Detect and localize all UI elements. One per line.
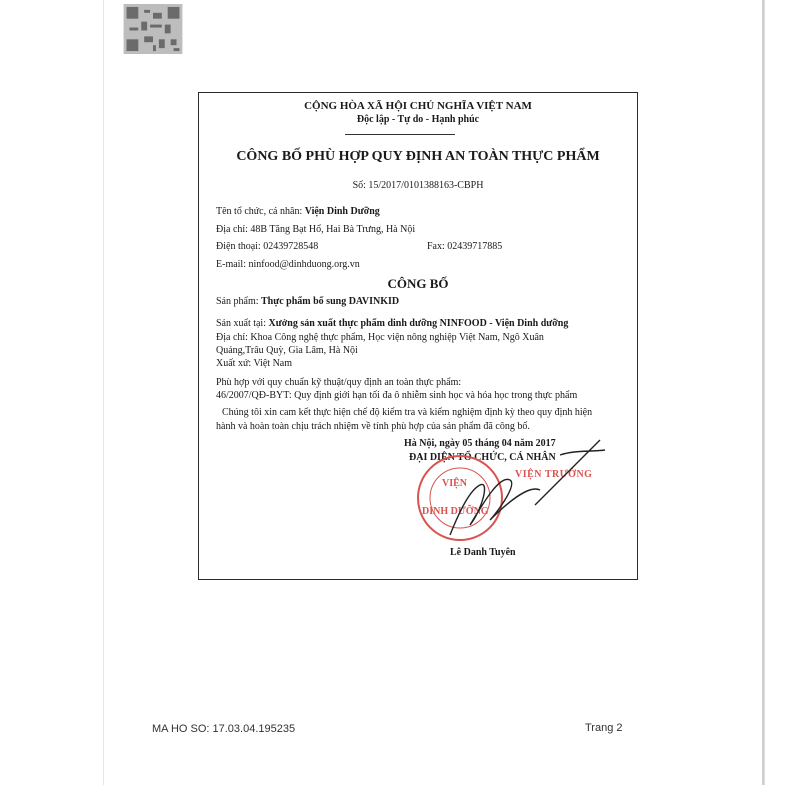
handwritten-signature xyxy=(440,430,610,550)
seal-text-2: DINH DƯỠNG xyxy=(422,506,489,517)
org-phone: Điện thoại: 02439728548 xyxy=(216,241,319,252)
header-underline xyxy=(345,134,455,135)
manufacturer-label: Sản xuất tại: xyxy=(216,318,266,329)
commitment-1: Chúng tôi xin cam kết thực hiện chế độ kiểm tra và kiểm nghiệm định kỳ theo quy định hiện xyxy=(222,407,593,418)
representative-title: ĐẠI DIỆN TỔ CHỨC, CÁ NHÂN xyxy=(409,452,556,463)
file-number: MA HO SO: 17.03.04.195235 xyxy=(152,723,296,735)
product-label: Sản phẩm: xyxy=(216,296,259,307)
republic-header: CỘNG HÒA XÃ HỘI CHỦ NGHĨA VIỆT NAM xyxy=(304,100,532,112)
org-email: E-mail: ninfood@dinhduong.org.vn xyxy=(216,259,360,270)
product-name: Thực phẩm bổ sung DAVINKID xyxy=(261,296,400,307)
page-number: Trang 2 xyxy=(585,722,623,734)
org-name: Viện Dinh Dưỡng xyxy=(304,206,380,217)
standard-intro: Phù hợp với quy chuẩn kỹ thuật/quy định an toàn thực phẩm: xyxy=(216,377,462,388)
org-address: Địa chỉ: 48B Tăng Bạt Hổ, Hai Bà Trưng, Hà Nội xyxy=(216,224,416,235)
manufacturer-address-1: Địa chỉ: Khoa Công nghệ thực phẩm, Học viện nông nghiệp Việt Nam, Ngô Xuân xyxy=(216,332,544,343)
page-edge xyxy=(762,0,764,785)
motto: Độc lập - Tự do - Hạnh phúc xyxy=(356,114,480,125)
org-fax: Fax: 02439717885 xyxy=(427,241,503,252)
product-line xyxy=(216,296,399,307)
doc-number: Số: 15/2017/0101388163-CBPH xyxy=(352,180,484,191)
manufacturer-name: Xưởng sản xuất thực phẩm dinh dưỡng NINFOOD - Viện Dinh dưỡng xyxy=(268,318,569,329)
standard: 46/2007/QĐ-BYT: Quy định giới hạn tối đa ô nhiễm sinh học và hóa học trong thực phẩm xyxy=(216,390,578,401)
section-title: CÔNG BỐ xyxy=(387,276,449,291)
org-line xyxy=(216,206,380,217)
signer-name: Lê Danh Tuyên xyxy=(450,547,516,558)
qr-code-icon xyxy=(123,4,183,54)
sign-date: Hà Nội, ngày 05 tháng 04 năm 2017 xyxy=(404,438,556,449)
seal-text-1: VIỆN xyxy=(442,478,468,489)
manufacturer-line xyxy=(216,318,568,329)
origin: Xuất xứ: Việt Nam xyxy=(216,358,293,369)
position-stamp: VIỆN TRƯỞNG xyxy=(515,469,593,480)
org-label: Tên tổ chức, cá nhân: xyxy=(216,206,303,217)
page-title: CÔNG BỐ PHÙ HỢP QUY ĐỊNH AN TOÀN THỰC PHẨM xyxy=(236,149,600,164)
commitment-2: hành và hoàn toàn chịu trách nhiệm về tính phù hợp của sản phẩm đã công bố. xyxy=(216,421,530,432)
manufacturer-address-2: Quảng,Trâu Quỳ, Gia Lâm, Hà Nội xyxy=(216,345,358,356)
